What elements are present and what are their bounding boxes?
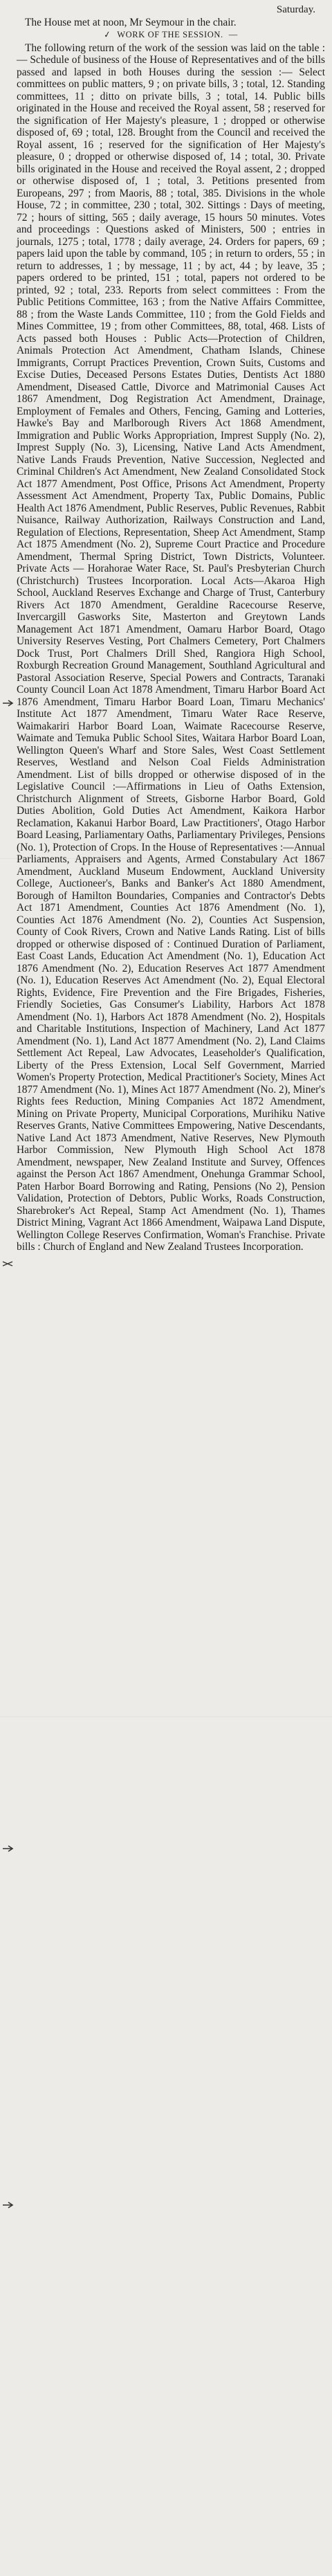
margin-pencil-mark — [1, 1260, 14, 1268]
opening-paragraph: The House met at noon, Mr Seymour in the chair. — [25, 16, 237, 28]
section-heading — [17, 29, 325, 42]
margin-pencil-mark — [1, 1844, 14, 1853]
body-paragraph: The following return of the work of the session was laid on the table :— Schedule of business of the House of Representatives and of the bills passed and lapsed in both Houses during the session :— Select committees on public matters, 9 ; on private bills, 3 ; total, 12. Standing committees, 11 ; ditto on private bills, 3 ; total, 14. Public bills originated in the House and received the Royal assent, 58 ; reserved for the signification of Her Majesty's pleasure, 1 ; dropped or otherwise disposed of, 69 ; total, 128. Brought from the Council and received the Royal assent, 16 ; reserved for the signification of Her Majesty's pleasure, 0 ; dropped or otherwise disposed of, 14 ; total, 30. Private bills originated in the House and received the Royal assent, 2 ; dropped or otherwise disposed of, 1 ; total, 3. Petitions presented from Europeans, 297 ; from Maoris, 88 ; total, 385. Divisions in the whole House, 72 ; in committee, 230 ; total, 302. Sittings : Days of meeting, 72 ; hours of sitting, 565 ; daily average, 15 hours 50 minutes. Votes and proceedings : Questions asked of Ministers, 500 ; entries in journals, 1275 ; total, 1778 ; daily average, 24. Orders for papers, 69 ; papers laid upon the table by command, 105 ; in return to orders, 55 ; in return to addresses, 1 ; by message, 11 ; by act, 44 ; by leave, 35 ; papers ordered to be printed, 151 ; total, papers not ordered to be printed, 92 ; total, 233. Reports from select committees : From the Public Petitions Committee, 163 ; from the Native Affairs Committee, 88 ; from the Waste Lands Committee, 110 ; from the Gold Fields and Mines Committee, 19 ; from other Committees, 88, total, 468. Lists of Acts passed both Houses : Public Acts—Protection of Children, Animals Protection Act Amendment, Chatham Islands, Chinese Immigrants, Corrupt Practices Prevention, Crown Suits, Customs and Excise Duties, Deceased Persons Estates Duties, Dentists Act 1880 Amendment, Diseased Cattle, Divorce and Matrimonial Causes Act 1867 Amendment, Dog Registration Act Amendment, Drainage, Employment of Females and Others, Fencing, Gaming and Lotteries, Hawke's Bay and Marlborough Rivers Act 1868 Amendment, Immigration and Public Works Appropriation, Imprest Supply (No. 2), Imprest Supply (No. 3), Licensing, Native Land Acts Amendment, Native Lands Frauds Prevention, Native Succession, Neglected and Criminal Children's Act Amendment, New Zealand Consolidated Stock Act 1877 Amendment, Post Office, Prisons Act Amendment, Property Assessment Act Amendment, Property Tax, Public Domains, Public Health Act 1876 Amendment, Public Reserves, Public Revenues, Rabbit Nuisance, Railway Authorization, Railways Construction and Land, Regulation of Elections, Representation, Sheep Act Amendment, Stamp Act 1875 Amendment (No. 2), Supreme Court Practice and Procedure Amendment, Thermal Spring District, Town Districts, Volunteer. Private Acts — Horahorae Water Race, St. Paul's Presbyterian Church (Christchurch) Trustees Incorporation. Local Acts—Akaroa High School, Auckland Reserves Exchange and Charge of Trust, Canterbury Rivers Act 1870 Amendment, Geraldine Racecourse Reserve, Invercargill Gasworks Site, Masterton and Greytown Lands Management Act 1871 Amendment, Oamaru Harbor Board, Otago University Reserves Vesting, Port Chalmers Cemetery, Port Chalmers Dock Trust, Port Chalmers Drill Shed, Rangiora High School, Roxburgh Recreation Ground Management, Southland Agricultural and Pastoral Association Reserve, Special Powers and Contracts, Taranaki County Council Loan Act 1878 Amendment, Timaru Harbor Board Act 1876 Amendment, Timaru Harbor Board Loan, Timaru Mechanics' Institute Act 1877 Amendment, Timaru Water Race Reserve, Waimakariri Harbor Board Loan, Waimate Racecourse Reserve, Waimate and Temuka Public School Sites, Waitara Harbor Board Loan, Wellington Queen's Wharf and Store Sales, West Coast Settlement Reserves, Westland and Nelson Coal Fields Administration Amendment. List of bills dropped or otherwise disposed of in the Legislative Council :—Affirmations in Lieu of Oaths Extension, Christchurch Alignment of Streets, Gisborne Harbor Board, Gold Duties Abolition, Gold Duties Act Amendment, Kaikora Harbor Reclamation, Kakanui Harbor Board, Law Practitioners', Otago Harbor Board Leasing, Parliamentary Oaths, Parliamentary Privileges, Pensions (No. 1), Protection of Crops. In the House of Representatives :—Annual Parliaments, Appraisers and Agents, Armed Constabulary Act 1867 Amendment, Auckland Museum Endowment, Auckland University College, Auctioneer's, Banks and Banker's Act 1880 Amendment, Borough of Hamilton Boundaries, Companies and Contractor's Debts Act 1871 Amendment, Counties Act 1876 Amendment (No. 1), Counties Act 1876 Amendment (No. 2), Counties Act Suspension, County of Cook Rivers, Crown and Native Lands Rating. List of bills dropped or otherwise disposed of : Continued Duration of Parliament, East Coast Lands, Education Act Amendment (No. 1), Education Act 1876 Amendment (No. 2), Education Reserves Act 1877 Amendment (No. 1), Education Reserves Act Amendment (No. 2), Equal Electoral Rights, Evidence, Fire Prevention and the Fire Brigades, Fisheries, Friendly Societies, Gas Consumer's Liability, Harbors Act 1878 Amendment (No. 1), Harbors Act 1878 Amendment (No. 2), Hospitals and Charitable Institutions, Inspection of Machinery, Land Act 1877 Amendment (No. 1), Land Act 1877 Amendment (No. 2), Land Claims Settlement Act Repeal, Law Advocates, Leaseholder's Qualification, Liberty of the Press Extension, Local Self Government, Married Women's Property Protection, Medical Practitioner's Society, Mines Act 1877 Amendment (No. 1), Mines Act 1877 Amendment (No. 2), Miner's Rights fees Reduction, Mining Companies Act 1872 Amendment, Mining on Private Property, Municipal Corporations, Murihiku Native Reserves Grants, Native Committees Empowering, Native Descendants, Native Land Act 1873 Amendment, Native Reserves, New Plymouth Harbor Commission, New Plymouth High School Act 1878 Amendment, newspaper, New Zealand Institute and Survey, Offences against the Person Act 1867 Amendment, Onehunga Grammar School, Paten Harbor Board Borrowing and Rating, Pensions (No 2), Pension Validation, Protection of Debtors, Public Works, Roads Construction, Sharebroker's Act Repeal, Stamp Act Amendment (No. 1), Thames District Mining, Vagrant Act 1866 Amendment, Waipawa Land Dispute, Wellington College Reserves Confirmation, Woman's Franchise. Private bills : Church of England and New Zealand Trustees Incorporation. — [17, 42, 325, 1253]
margin-pencil-mark — [1, 699, 14, 707]
dateline: Saturday. — [276, 4, 315, 15]
margin-pencil-mark — [1, 2201, 14, 2209]
heading-rule: — — [228, 30, 238, 39]
section-heading-text: WORK OF THE SESSION. — [117, 30, 223, 39]
article-column — [0, 0, 332, 1253]
handwritten-check-mark: ✓ — [102, 29, 113, 40]
paper-fold-line — [0, 1716, 332, 1717]
